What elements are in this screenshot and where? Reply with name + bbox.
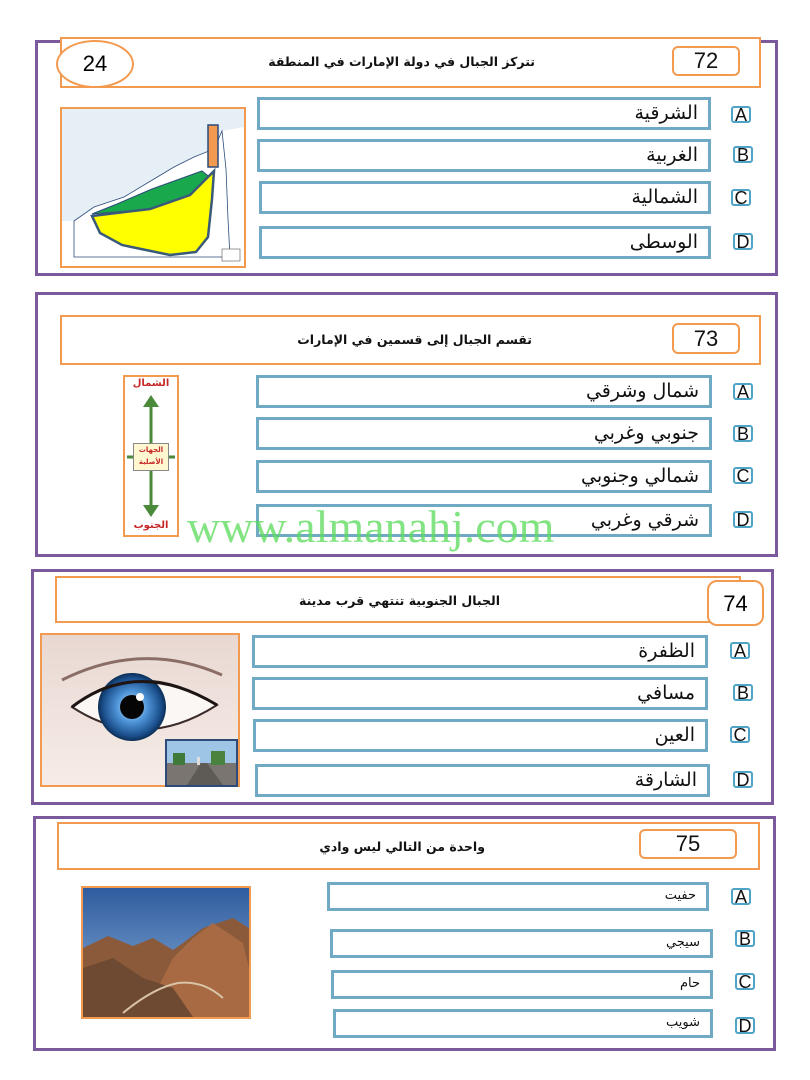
- option-75-C[interactable]: حام: [331, 970, 713, 999]
- question-number-75: 75: [639, 829, 737, 859]
- watermark: www.almanahj.com: [187, 501, 555, 552]
- mountain-drawing: [83, 888, 249, 1017]
- option-75-D[interactable]: شويب: [333, 1009, 713, 1038]
- option-75-A[interactable]: حفيت: [327, 882, 709, 911]
- option-72-A-letter[interactable]: A: [731, 106, 751, 123]
- option-73-C[interactable]: شمالي وجنوبي: [256, 460, 712, 493]
- option-75-D-letter[interactable]: D: [735, 1017, 755, 1034]
- city-street-drawing: [167, 741, 236, 785]
- question-number-74: 74: [707, 580, 764, 626]
- option-75-B[interactable]: سيجي: [330, 929, 713, 958]
- compass-center-label: الجهات الأصلية: [133, 443, 169, 471]
- uae-map-image: [60, 107, 246, 268]
- option-73-D[interactable]: شرقي وغربي: [256, 504, 712, 537]
- option-74-C-letter[interactable]: C: [730, 726, 750, 743]
- option-73-C-letter[interactable]: C: [733, 467, 753, 484]
- question-number-72: 72: [672, 46, 740, 76]
- page-number-badge: 24: [56, 40, 134, 88]
- option-73-A-letter[interactable]: A: [733, 383, 753, 400]
- option-74-B-letter[interactable]: B: [733, 684, 753, 701]
- option-74-A[interactable]: الظفرة: [252, 635, 708, 668]
- option-75-A-letter[interactable]: A: [731, 888, 751, 905]
- option-74-B[interactable]: مسافي: [252, 677, 708, 710]
- option-72-A[interactable]: الشرقية: [257, 97, 711, 130]
- option-74-C[interactable]: العين: [253, 719, 708, 752]
- option-74-D-letter[interactable]: D: [733, 771, 753, 788]
- option-72-D[interactable]: الوسطى: [259, 226, 711, 259]
- option-72-D-letter[interactable]: D: [733, 233, 753, 250]
- option-72-C-letter[interactable]: C: [731, 189, 751, 206]
- option-75-C-letter[interactable]: C: [735, 973, 755, 990]
- question-text-74: الجبال الجنوبية تنتهي قرب مدينة: [299, 593, 500, 608]
- uae-map-drawing: [62, 109, 244, 266]
- compass-directions-image: [123, 375, 179, 537]
- question-text-73: تقسم الجبال إلى قسمين في الإمارات: [297, 332, 532, 347]
- option-72-C[interactable]: الشمالية: [259, 181, 711, 214]
- city-street-photo: [165, 739, 238, 787]
- option-73-D-letter[interactable]: D: [733, 511, 753, 528]
- compass-north-label: الشمال: [132, 378, 170, 389]
- option-73-B[interactable]: جنوبي وغربي: [256, 417, 712, 450]
- mountain-image: [81, 886, 251, 1019]
- option-75-B-letter[interactable]: B: [735, 930, 755, 947]
- question-text-72: تتركز الجبال في دولة الإمارات في المنطقة: [268, 54, 535, 69]
- question-text-75: واحدة من التالي ليس وادي: [319, 839, 485, 854]
- option-74-A-letter[interactable]: A: [730, 642, 750, 659]
- option-72-B-letter[interactable]: B: [733, 146, 753, 163]
- option-73-A[interactable]: شمال وشرقي: [256, 375, 712, 408]
- compass-south-label: الجنوب: [133, 520, 169, 531]
- option-72-B[interactable]: الغربية: [257, 139, 711, 172]
- option-74-D[interactable]: الشارقة: [255, 764, 710, 797]
- question-number-73: 73: [672, 323, 740, 354]
- option-73-B-letter[interactable]: B: [733, 425, 753, 442]
